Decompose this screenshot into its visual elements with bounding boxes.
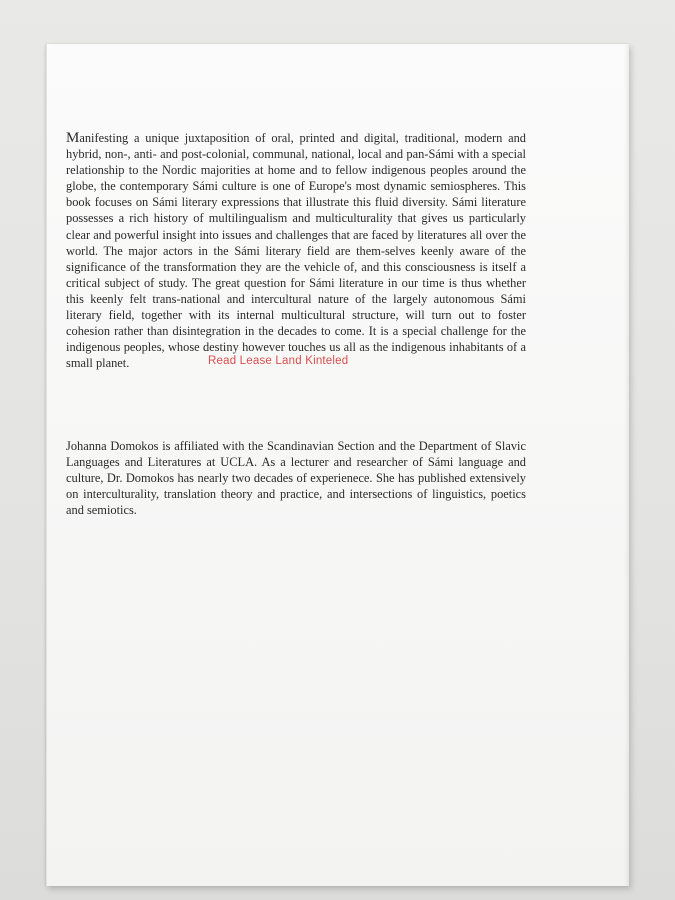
red-overprint-stamp: Read Lease Land Kinteled bbox=[208, 355, 349, 367]
cover-edge-shadow bbox=[624, 44, 629, 886]
author-bio: Johanna Domokos is affiliated with the Scandinavian Section and the Department of Slavic Languages and Literatures at UCLA. As a lecturer and researcher of Sámi language and culture, Dr. Domokos has nearly two decades of experienece. She has published extensively on interculturality, translation theory and practice, and intersections of linguistics, poetics and semiotics. bbox=[66, 439, 526, 518]
book-blurb: Manifesting a unique juxtaposition of oral, printed and digital, traditional, modern and hybrid, non-, anti- and post-colonial, communal, national, local and pan-Sámi with a special relationship to the Nordic majorities at home and to fellow indigenous peoples around the globe, the contemporary Sámi culture is one of Europe's most dynamic semiospheres. This book focuses on Sámi literary expressions that illustrate this fluid diversity. Sámi literature possesses a rich history of multilingualism and multiculturality that gives us particularly clear and powerful insight into issues and challenges that are faced by literatures all over the world. The major actors in the Sámi literary field are them-selves keenly aware of the significance of the transformation they are the vehicle of, and this consciousness is itself a critical subject of study. The great question for Sámi literature in our time is thus whether this keenly felt trans-national and intercultural nature of the largely autonomous Sámi literary field, together with its internal multicultural structure, will turn out to foster cohesion rather than disintegration in the decades to come. It is a special challenge for the indigenous peoples, whose destiny however touches us all as the indigenous inhabitants of a small planet. bbox=[66, 130, 526, 371]
